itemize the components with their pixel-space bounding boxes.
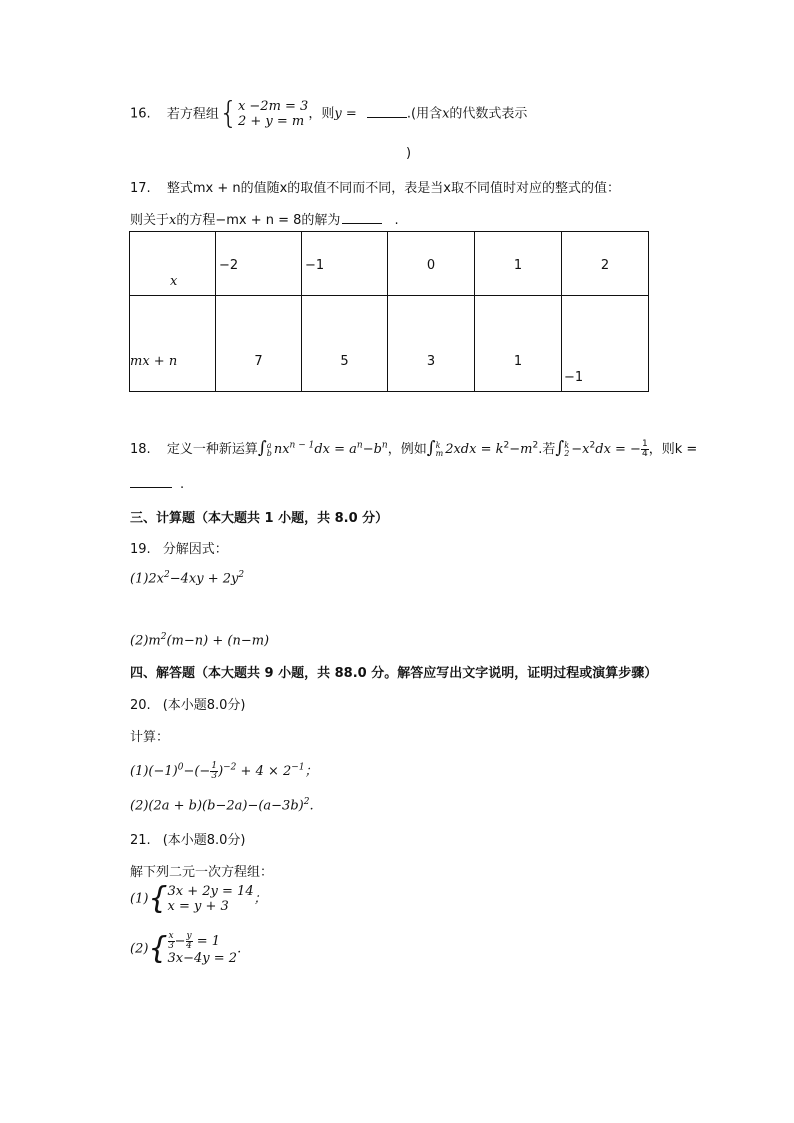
question-18-blank: .: [130, 477, 184, 492]
table-cell: 0: [388, 232, 475, 296]
answer-blank[interactable]: [342, 223, 382, 224]
integral-sign: ∫: [257, 438, 267, 458]
question-21: 21. (本小题8.0分): [130, 833, 246, 848]
section-3-heading: 三、计算题（本大题共 1 小题，共 8.0 分）: [130, 511, 389, 526]
table-header-expr: mx + n: [130, 296, 216, 392]
q19-part1: $(1)2x^2-4xy + 2y^2$: [130, 570, 245, 587]
fraction: $\frac{1}{3}$: [211, 761, 218, 781]
table-cell: 7: [216, 296, 302, 392]
table-cell: −1: [562, 296, 649, 392]
q21-instruction: 解下列二元一次方程组：: [130, 865, 274, 880]
equation-system: { $\frac{x}{3}$ − $\frac{y}{4}$ = 1 3x−4y = 2: [148, 931, 238, 966]
table-cell: −2: [216, 232, 302, 296]
q20-part1: $(1)(-1)^0-(-$ $\frac{1}{3}$ )$^{-2} + 4 \times 2^{-1}$；: [130, 761, 318, 781]
question-17-line2: 则关于x的方程−mx + n = 8的解为 .: [130, 213, 399, 228]
equation-system: { 3x + 2y = 14 x = y + 3: [148, 881, 254, 916]
q20-part2: $(2)(2a + b)(b-2a)-(a-3b)^2$.: [130, 797, 314, 814]
table-header-x: x: [130, 232, 216, 296]
q21-part1: (1) { 3x + 2y = 14 x = y + 3 ；: [130, 881, 267, 916]
q20-instruction: 计算：: [130, 730, 170, 745]
question-18: 18. 定义一种新运算∫ a b $nx^{n - 1}dx = a^n-b^n$，例如∫ k m $2xdx = k^2-m^2$.若∫ k 2 $-x^2dx$ = − $\frac{1}{4}$ ，则k =: [130, 438, 698, 459]
table-cell: 1: [475, 232, 562, 296]
integral-sign: ∫: [426, 438, 436, 458]
question-16: 16. 若方程组 { x −2m = 3 2 + y = m ，则y = .(用含x的代数式表示: [130, 96, 528, 131]
table-cell: 2: [562, 232, 649, 296]
question-17: 17. 整式mx + n的值随x的取值不同而不同，表是当x取不同值时对应的整式的值：: [130, 181, 620, 196]
table-cell: 5: [302, 296, 388, 392]
q16-close-paren: ): [406, 146, 412, 161]
value-table: [129, 231, 649, 392]
table-cell: 3: [388, 296, 475, 392]
fraction: $\frac{1}{4}$: [641, 439, 648, 459]
equation-system: { x −2m = 3 2 + y = m: [218, 96, 309, 131]
section-4-heading: 四、解答题（本大题共 9 小题，共 88.0 分。解答应写出文字说明，证明过程或演算步骤）: [130, 666, 658, 681]
question-number: 16.: [130, 106, 151, 122]
integral-sign: ∫: [555, 438, 565, 458]
table-cell: 1: [475, 296, 562, 392]
question-19: 19. 分解因式：: [130, 542, 228, 557]
q21-part2: (2) { $\frac{x}{3}$ − $\frac{y}{4}$ = 1 3x−4y = 2 .: [130, 931, 242, 966]
table-cell: −1: [302, 232, 388, 296]
q19-part2: $(2)m^2(m-n) + (n-m)$: [130, 632, 270, 649]
answer-blank[interactable]: [130, 487, 172, 488]
question-20: 20. (本小题8.0分): [130, 698, 246, 713]
answer-blank[interactable]: [367, 117, 407, 118]
